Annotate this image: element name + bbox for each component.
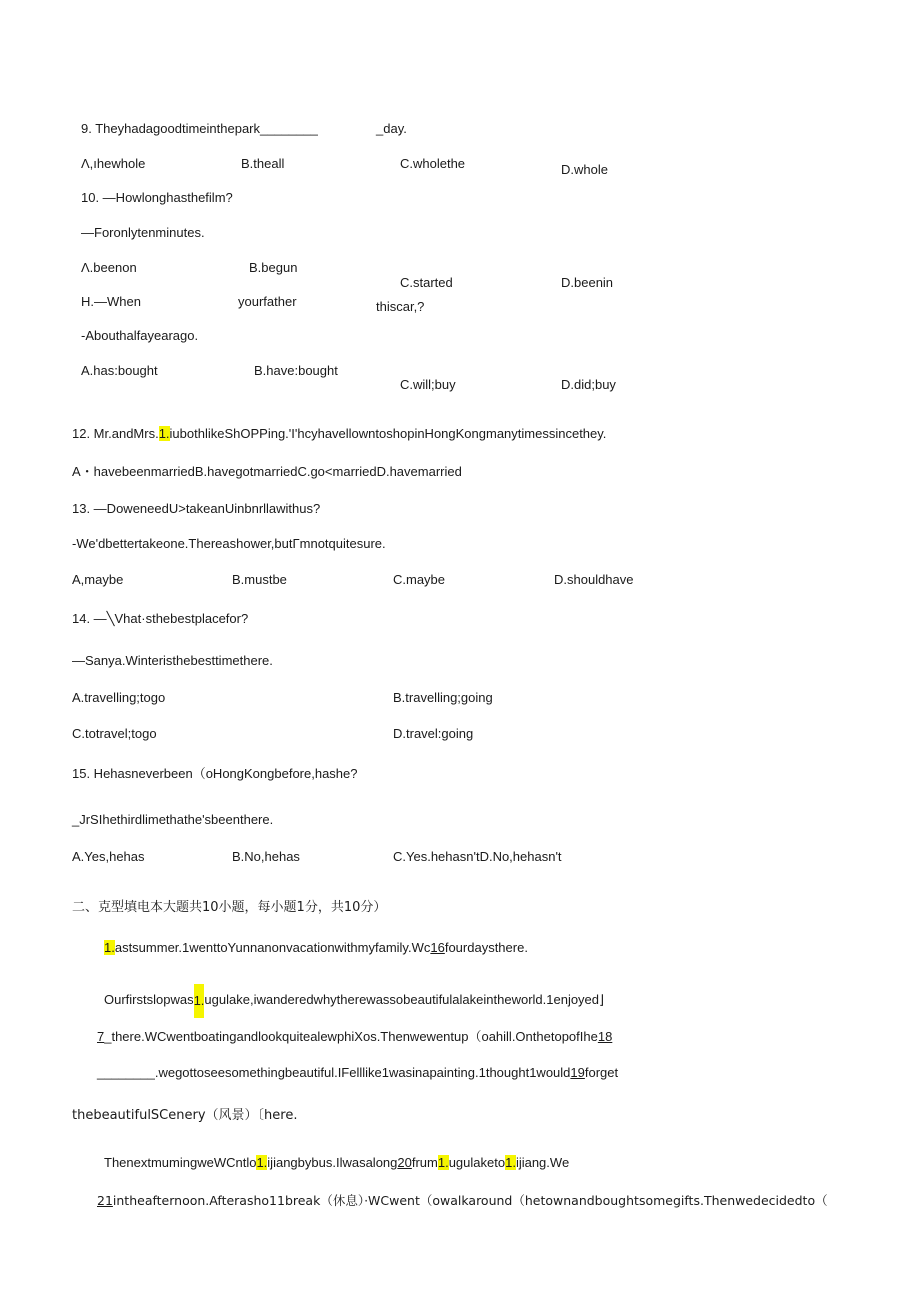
q14-stem: 14. —╲Vhat·sthebestplacefor? [72, 611, 249, 626]
passage-text: intheafternoon.Afterasho11break（休息）·WCwent（owalkaround（hetownandboughtsomegifts.Thenwedecidedto（ [112, 1193, 828, 1208]
q15-option-b: B.No,hehas [232, 849, 300, 864]
q13-reply: -We'dbettertakeone.Thereashower,butΓmnotquitesure. [72, 536, 386, 551]
passage-text: frum [411, 1155, 438, 1170]
passage-text: Ourfirstslopwas [104, 992, 194, 1007]
passage-line-2 [104, 983, 604, 1018]
q12-highlight: 1. [158, 426, 170, 441]
passage-text: ThenextmumingweWCntlo [104, 1155, 257, 1170]
passage-highlight: 1. [505, 1155, 516, 1170]
passage-text: astsummer.1wenttoYunnanonvacationwithmyfamily.Wc [114, 940, 431, 955]
q11-stem-a: H.—When [81, 294, 141, 309]
passage-text: _there.WCwentboatingandlookquitealewphiXos.Thenwewentup（oahill.OnthetopofIhe [104, 1029, 598, 1044]
q9-stem [81, 121, 318, 137]
passage-highlight: 1. [104, 940, 115, 955]
passage-text: ijiangbybus.Ilwasalong [267, 1155, 398, 1170]
q11-reply: -Abouthalfayearago. [81, 328, 199, 343]
blank-18-line: ________ [97, 1065, 155, 1080]
q15-stem: 15. Hehasneverbeen（oHongKongbefore,hashe? [72, 766, 358, 781]
q13-option-b: B.mustbe [232, 572, 287, 587]
q14-option-a: A.travelling;togo [72, 690, 166, 705]
q14-option-b: B.travelling;going [393, 690, 493, 705]
q15-option-a: A.Yes,hehas [72, 849, 145, 864]
passage-highlight: 1. [437, 1155, 449, 1170]
passage-text: fourdaysthere. [444, 940, 528, 955]
q10-option-a: Λ.beenon [81, 260, 137, 275]
blank-17-start: ⌋ [599, 992, 605, 1007]
q10-reply: —Foronlytenminutes. [81, 225, 205, 240]
q14-reply: —Sanya.Winteristhebesttimethere. [72, 653, 273, 668]
q10-option-d: D.beenin [561, 275, 614, 290]
blank-18: 18 [597, 1029, 613, 1044]
passage-highlight: 1. [194, 984, 205, 1018]
passage-line-6 [104, 1155, 569, 1171]
q10-option-b: B.begun [249, 260, 298, 275]
q13-option-c: C.maybe [393, 572, 446, 587]
q11-option-b: B.have:bought [254, 363, 338, 378]
passage-text: .wegottoseesomethingbeautiful.IFelllike1wasinapainting.1thought1would [154, 1065, 571, 1080]
q12-rest: iubothlikeShOPPing.'I'hcyhavellowntoshopinHongKongmanytimessincethey. [169, 426, 607, 441]
passage-text: ugulake,iwanderedwhytherewassobeautifulalakeintheworld.1enjoyed [204, 992, 600, 1007]
q9-option-b: B.theall [241, 156, 285, 171]
passage-line-7 [97, 1193, 828, 1209]
q14-option-c: C.totravel;togo [72, 726, 157, 741]
q15-option-cd: C.Yes.hehasn'tD.No,hehasn't [393, 849, 562, 864]
passage-line-5: thebeautifulSCenery（风景）〔here. [72, 1108, 298, 1123]
q11-option-a: A.has:bought [81, 363, 158, 378]
blank-17: 7 [97, 1029, 105, 1044]
passage-line-1 [104, 940, 528, 956]
blank-16: 16 [430, 940, 445, 955]
passage-highlight: 1. [256, 1155, 268, 1170]
q12-stem [72, 426, 606, 442]
passage-text: forget [584, 1065, 619, 1080]
q11-stem-c: thiscar,? [376, 299, 425, 314]
q11-option-c: C.will;buy [400, 377, 456, 392]
q15-reply: _JrSIhethirdlimethathe'sbeenthere. [72, 812, 274, 827]
q11-stem-b: yourfather [238, 294, 297, 309]
blank-21: 21 [97, 1193, 113, 1208]
q10-option-c: C.started [400, 275, 453, 290]
q9-option-a: Λ,ıhewhole [81, 156, 146, 171]
q9-option-d: D.whole [561, 162, 608, 177]
passage-text: ijiang.We [515, 1155, 570, 1170]
q13-option-d: D.shouldhave [554, 572, 634, 587]
q12-options: A・havebeenmarriedB.havegotmarriedC.go<marriedD.havemarried [72, 464, 462, 479]
q13-option-a: A,maybe [72, 572, 124, 587]
q12-num: 12. Mr.andMrs. [72, 426, 159, 441]
blank-19: 19 [570, 1065, 585, 1080]
q10-stem: 10. —Howlonghasthefilm? [81, 190, 233, 205]
q13-stem: 13. —DoweneedU>takeanUinbnrllawithus? [72, 501, 321, 516]
passage-line-4 [97, 1065, 618, 1081]
blank-20: 20 [397, 1155, 412, 1170]
q9-stem-a: 9. Theyhadagoodtimeinthepark________ [81, 121, 318, 136]
q9-stem-b: _day. [376, 121, 407, 136]
q14-option-d: D.travel:going [393, 726, 474, 741]
q11-option-d: D.did;buy [561, 377, 616, 392]
passage-line-3 [97, 1029, 612, 1045]
section-2-heading: 二、克型填电本大题共10小题，每小题1分，共10分） [72, 900, 387, 915]
passage-text: ugulaketo [448, 1155, 506, 1170]
q9-option-c: C.wholethe [400, 156, 466, 171]
